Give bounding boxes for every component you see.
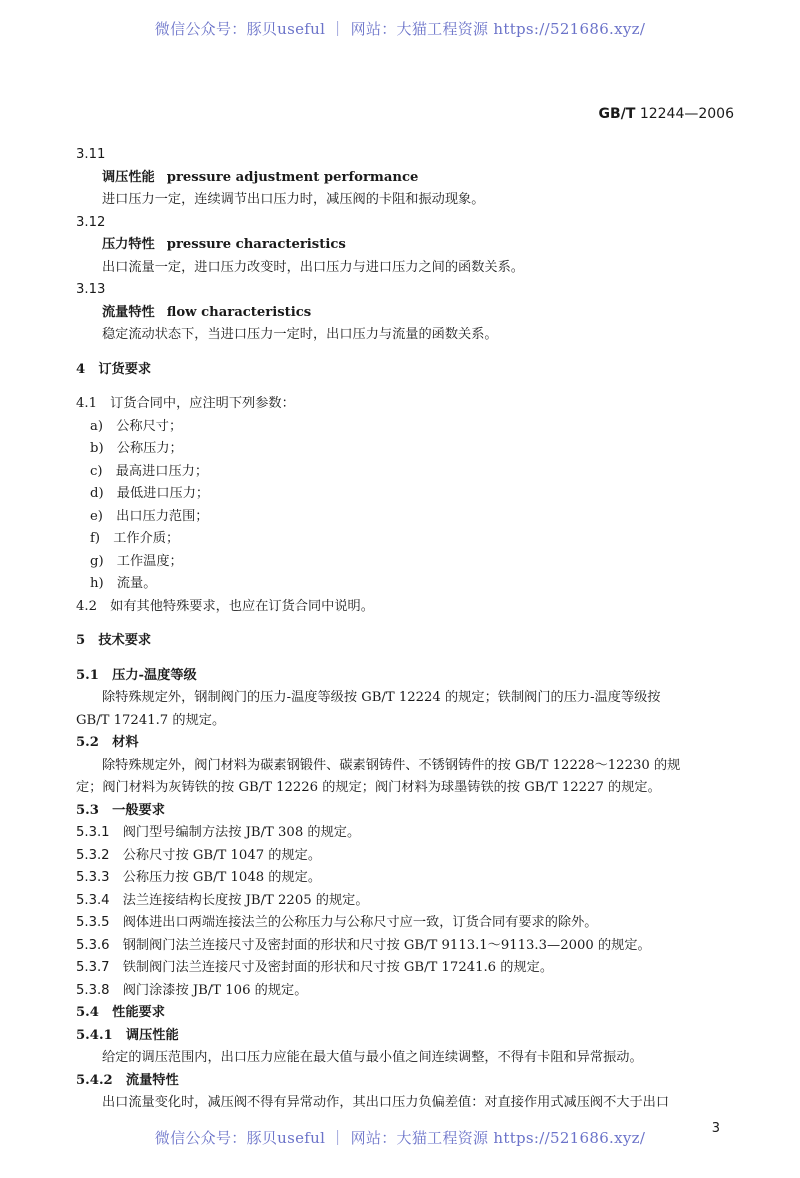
watermark-top: 微信公众号：豚贝useful ｜ 网站：大猫工程资源 https://521686.xyz/: [154, 20, 646, 38]
clause-5-3-5: 5.3.5 阀体进出口两端连接法兰的公称压力与公称尺寸应一致，订货合同有要求的除外。: [76, 915, 598, 930]
clause-5-2-title: 5.2 材料: [76, 735, 139, 750]
term-heading: 流量特性 flow characteristics: [102, 304, 312, 320]
list-item: d) 最低进口压力；: [90, 486, 210, 501]
list-item: b) 公称压力；: [90, 441, 183, 456]
clause-number: 3.13: [76, 282, 106, 297]
clause-5-3-8: 5.3.8 阀门涂漆按 JB/T 106 的规定。: [76, 982, 308, 998]
section-4-title: 4 订货要求: [76, 361, 152, 377]
list-item: h) 流量。: [90, 576, 157, 591]
clause-5-4-2-text: 出口流量变化时，减压阀不得有异常动作，其出口压力负偏差值：对直接作用式减压阀不大于出口: [102, 1095, 670, 1110]
list-item: a) 公称尺寸；: [90, 418, 183, 434]
term-heading: 压力特性 pressure characteristics: [102, 237, 346, 252]
term-heading: 调压性能 pressure adjustment performance: [102, 169, 419, 185]
clause-5-3-6: 5.3.6 钢制阀门法兰连接尺寸及密封面的形状和尺寸按 GB/T 9113.1～9113.3—2000 的规定。: [76, 937, 651, 953]
clause-5-3-2: 5.3.2 公称尺寸按 GB/T 1047 的规定。: [76, 847, 322, 863]
term-definition: 进口压力一定，连续调节出口压力时，减压阀的卡阻和振动现象。: [102, 192, 485, 207]
clause-4-1: 4.1 订货合同中，应注明下列参数：: [76, 396, 295, 411]
term-definition: 出口流量一定，进口压力改变时，出口压力与进口压力之间的函数关系。: [102, 259, 524, 275]
clause-5-4-1-text: 给定的调压范围内，出口压力应能在最大值与最小值之间连续调整，不得有卡阻和异常振动。: [102, 1050, 643, 1065]
clause-4-2: 4.2 如有其他特殊要求，也应在订货合同中说明。: [76, 598, 374, 614]
clause-5-3-3: 5.3.3 公称压力按 GB/T 1048 的规定。: [76, 870, 322, 885]
list-item: e) 出口压力范围；: [90, 508, 209, 524]
clause-5-1-text: 除特殊规定外，钢制阀门的压力-温度等级按 GB/T 12224 的规定；铁制阀门的压力-温度等级按: [102, 690, 661, 705]
clause-5-1-text-cont: GB/T 17241.7 的规定。: [76, 712, 226, 728]
clause-5-1-title: 5.1 压力-温度等级: [76, 667, 197, 683]
clause-number: 3.12: [76, 214, 106, 230]
clause-5-2-text-cont: 定；阀门材料为灰铸铁的按 GB/T 12226 的规定；阀门材料为球墨铸铁的按 GB/T 12227 的规定。: [76, 780, 661, 795]
watermark-bottom: 微信公众号：豚贝useful ｜ 网站：大猫工程资源 https://521686.xyz/: [154, 1129, 646, 1147]
clause-5-3-4: 5.3.4 法兰连接结构长度按 JB/T 2205 的规定。: [76, 892, 369, 908]
list-item: f) 工作介质；: [90, 531, 180, 546]
clause-5-2-text: 除特殊规定外，阀门材料为碳素钢锻件、碳素钢铸件、不锈钢铸件的按 GB/T 12228～12230 的规: [102, 757, 681, 773]
clause-5-3-7: 5.3.7 铁制阀门法兰连接尺寸及密封面的形状和尺寸按 GB/T 17241.6 的规定。: [76, 960, 554, 975]
clause-5-4-2-title: 5.4.2 流量特性: [76, 1072, 179, 1088]
list-item: c) 最高进口压力；: [90, 463, 209, 479]
clause-5-3-title: 5.3 一般要求: [76, 802, 165, 818]
section-5-title: 5 技术要求: [76, 633, 152, 648]
term-definition: 稳定流动状态下，当进口压力一定时，出口压力与流量的函数关系。: [102, 327, 498, 342]
page-number: 3: [711, 1121, 720, 1136]
clause-5-3-1: 5.3.1 阀门型号编制方法按 JB/T 308 的规定。: [76, 825, 361, 840]
clause-5-4-1-title: 5.4.1 调压性能: [76, 1027, 179, 1043]
list-item: g) 工作温度；: [90, 553, 183, 569]
clause-5-4-title: 5.4 性能要求: [76, 1005, 165, 1020]
standard-code: GB/T 12244—2006: [598, 106, 734, 122]
document-body: [76, 144, 736, 1115]
clause-number: 3.11: [76, 147, 106, 162]
